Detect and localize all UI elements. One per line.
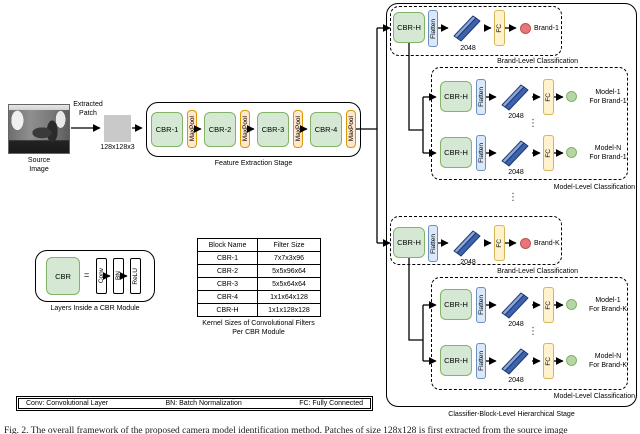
model-level-label-b1: Model-Level Classification <box>553 184 635 191</box>
model1-b1-vector-size: 2048 <box>508 113 524 120</box>
maxpool3-block <box>293 110 303 148</box>
extracted-patch-label-line1: Extracted <box>73 101 103 108</box>
classifier-stage-label: Classifier-Block-Level Hierarchical Stage <box>448 411 575 418</box>
modelN-b1-fc <box>543 135 554 171</box>
fc-label: FC <box>496 238 503 248</box>
table-header-filter-size: Filter Size <box>258 239 321 252</box>
modelN-bK-vector-size: 2048 <box>508 377 524 384</box>
brand1-vector-size: 2048 <box>460 45 476 52</box>
output-label-line2: For Brand-K <box>588 305 628 313</box>
modelN-bK-flatten <box>476 343 486 379</box>
output-label-line2: For Brand-1 <box>589 97 627 105</box>
brand1-feature-vector <box>452 12 484 44</box>
maxpool4-block <box>346 110 356 148</box>
output-label-line1: Model-N <box>594 145 622 152</box>
brand1-flatten <box>428 10 438 47</box>
brandK-flatten <box>428 225 438 262</box>
modelN-bK-output-label <box>581 353 635 370</box>
modelN-bK-cbr-h: CBR-H <box>440 345 472 376</box>
table-cell: 7x7x3x96 <box>258 252 321 265</box>
model1-b1-flatten <box>476 79 486 115</box>
table-row <box>198 278 321 291</box>
source-image-photo <box>8 104 70 154</box>
table-caption <box>186 320 331 337</box>
table-header-row <box>198 239 321 252</box>
brandK-vector-size: 2048 <box>460 259 476 266</box>
maxpool1-label: MaxPool <box>188 116 196 142</box>
model1-bK-output-label <box>581 297 635 314</box>
model1-bK-fc <box>543 287 554 323</box>
table-cell: CBR-2 <box>198 265 258 278</box>
abbreviation-legend <box>18 398 371 409</box>
fc-label: FC <box>496 23 503 33</box>
figure-caption: Fig. 2. The overall framework of the proposed camera model identification method. Patches of size 128x128 is first extracted from the source image <box>4 426 568 434</box>
brandK-fc <box>494 225 505 261</box>
brandK-output-label: Brand-K <box>534 240 560 247</box>
brand1-output-label: Brand-1 <box>534 25 559 32</box>
relu-layer-box <box>130 258 141 294</box>
table-row <box>198 291 321 304</box>
filter-size-table <box>197 238 321 317</box>
modelN-b1-flatten <box>476 135 486 171</box>
flatten-label: Flatten <box>477 143 485 163</box>
model1-b1-cbr-h: CBR-H <box>440 81 472 112</box>
brandK-feature-vector <box>452 227 484 259</box>
cbr-module-cbr: CBR <box>46 257 80 295</box>
modelN-b1-output-label <box>581 145 635 162</box>
brand1-fc <box>494 10 505 46</box>
table-cell: 5x5x64x64 <box>258 278 321 291</box>
legend-conv: Conv: Convolutional Layer <box>26 400 109 407</box>
output-label-line1: Model-N <box>594 353 622 360</box>
model1-bK-flatten <box>476 287 486 323</box>
legend-fc: FC: Fully Connected <box>299 400 363 407</box>
source-image-label <box>8 157 70 174</box>
brandK-level-label: Brand-Level Classification <box>497 268 578 275</box>
table-cell: CBR-4 <box>198 291 258 304</box>
extracted-patch-square <box>104 115 131 142</box>
bn-layer-box <box>113 258 124 294</box>
modelN-b1-feature-vector <box>500 137 532 169</box>
modelN-bK-feature-vector <box>500 345 532 377</box>
maxpool2-block <box>240 110 250 148</box>
output-label-line2: For Brand-1 <box>589 153 627 161</box>
modelN-bK-output-node <box>566 355 577 366</box>
fc-label: FC <box>545 300 552 310</box>
cbr3-block: CBR-3 <box>257 112 289 147</box>
table-cell: CBR-H <box>198 304 258 317</box>
maxpool2-label: MaxPool <box>241 116 249 142</box>
model1-b1-output-label <box>581 89 635 106</box>
cbr4-block: CBR-4 <box>310 112 342 147</box>
brand1-cbr-h: CBR-H <box>393 12 425 43</box>
maxpool4-label: MaxPool <box>347 116 355 142</box>
cbr1-block: CBR-1 <box>151 112 183 147</box>
flatten-label: Flatten <box>429 233 437 254</box>
flatten-label: Flatten <box>429 18 437 39</box>
source-image-label-line2: Image <box>29 165 49 173</box>
conv-layer-label: Conv <box>98 268 105 284</box>
table-caption-line1: Kernel Sizes of Convolutional Filters <box>202 320 315 327</box>
feature-extraction-label: Feature Extraction Stage <box>214 160 293 167</box>
fc-label: FC <box>545 356 552 366</box>
sections-ellipsis: ⋮ <box>508 192 518 203</box>
cbr2-block: CBR-2 <box>204 112 236 147</box>
modelN-b1-output-node <box>566 147 577 158</box>
table-cell: CBR-1 <box>198 252 258 265</box>
cbr-module-equals: = <box>84 270 90 280</box>
maxpool1-block <box>187 110 197 148</box>
output-label-line2: For Brand-K <box>588 361 628 369</box>
brandK-output-node <box>520 238 531 249</box>
relu-layer-label: ReLU <box>132 267 139 285</box>
conv-layer-box <box>96 258 107 294</box>
model1-bK-vector-size: 2048 <box>508 321 524 328</box>
output-label-line1: Model-1 <box>595 89 621 96</box>
table-header-block-name: Block Name <box>198 239 258 252</box>
extracted-patch-label <box>68 101 108 118</box>
table-cell: CBR-3 <box>198 278 258 291</box>
table-cell: 1x1x128x128 <box>258 304 321 317</box>
flatten-label: Flatten <box>477 295 485 315</box>
modelN-b1-cbr-h: CBR-H <box>440 137 472 168</box>
model1-b1-output-node <box>566 91 577 102</box>
model-rows-ellipsis-bK: ⋮ <box>528 326 538 337</box>
model1-bK-output-node <box>566 299 577 310</box>
table-cell: 5x5x96x64 <box>258 265 321 278</box>
source-image-label-line1: Source <box>27 157 51 164</box>
brand1-level-label: Brand-Level Classification <box>497 58 578 65</box>
legend-bn: BN: Batch Normalization <box>165 400 242 407</box>
output-label-line1: Model-1 <box>595 297 621 304</box>
extracted-patch-label-line2: Patch <box>79 109 97 117</box>
modelN-bK-fc <box>543 343 554 379</box>
model1-b1-feature-vector <box>500 81 532 113</box>
modelN-b1-vector-size: 2048 <box>508 169 524 176</box>
fc-label: FC <box>545 148 552 158</box>
model-rows-ellipsis-b1: ⋮ <box>528 118 538 129</box>
patch-dims-label: 128x128x3 <box>100 144 135 151</box>
table-cell: 1x1x64x128 <box>258 291 321 304</box>
model1-b1-fc <box>543 79 554 115</box>
table-caption-line2: Per CBR Module <box>232 328 285 336</box>
table-row <box>198 265 321 278</box>
flatten-label: Flatten <box>477 351 485 371</box>
table-row <box>198 252 321 265</box>
bn-layer-label: BN <box>115 271 122 281</box>
model1-bK-cbr-h: CBR-H <box>440 289 472 320</box>
table-row <box>198 304 321 317</box>
cbr-module-caption: Layers Inside a CBR Module <box>50 305 140 312</box>
fc-label: FC <box>545 92 552 102</box>
maxpool3-label: MaxPool <box>294 116 302 142</box>
brandK-cbr-h: CBR-H <box>393 227 425 258</box>
model1-bK-feature-vector <box>500 289 532 321</box>
flatten-label: Flatten <box>477 87 485 107</box>
model-level-label-bK: Model-Level Classification <box>553 393 635 400</box>
brand1-output-node <box>520 23 531 34</box>
